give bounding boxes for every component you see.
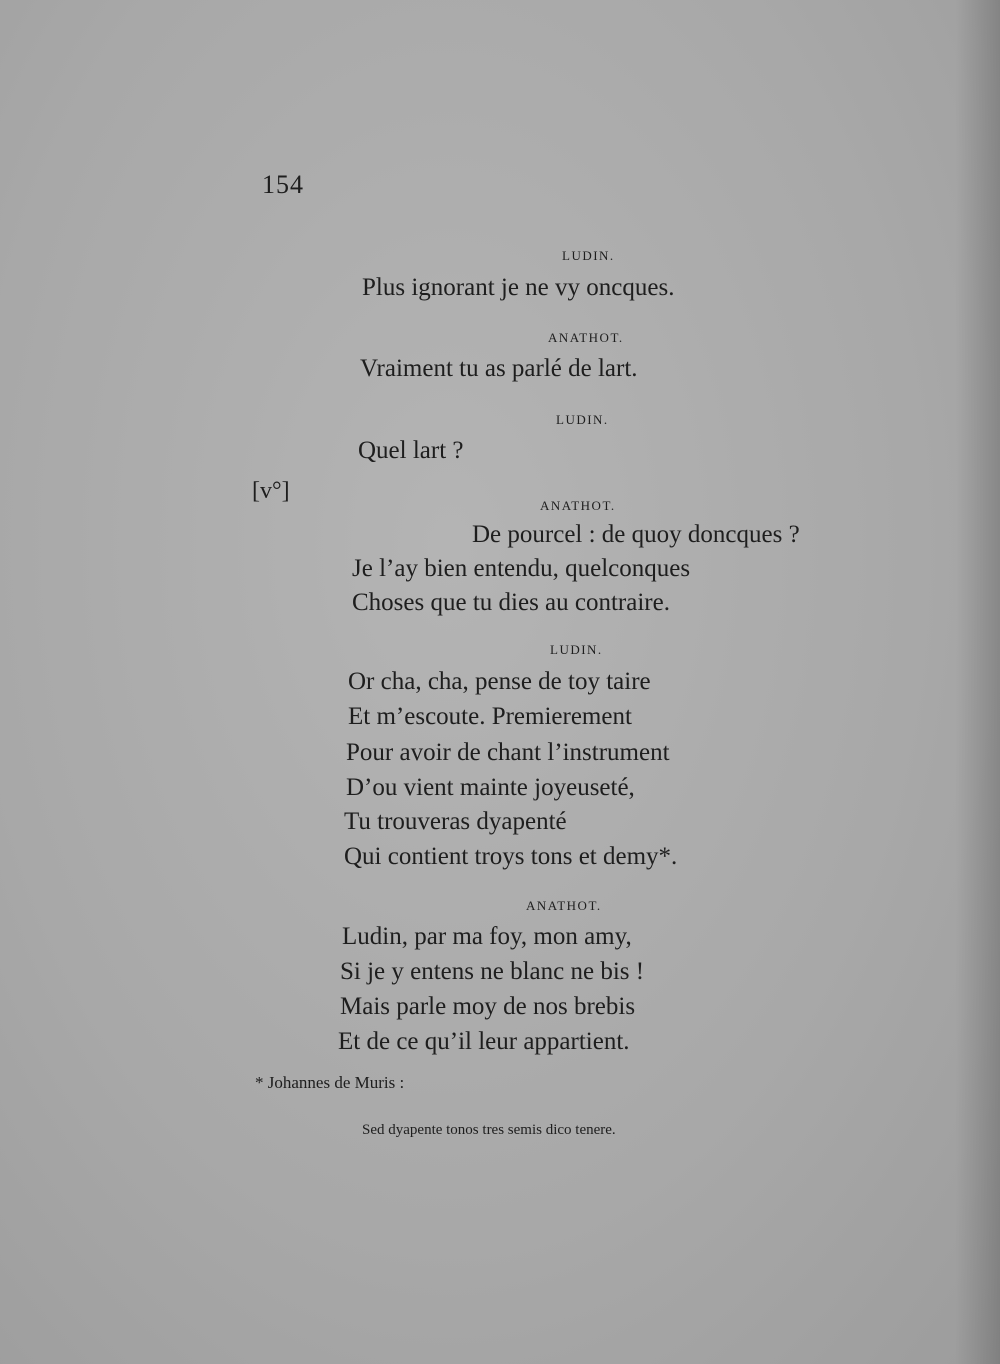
speaker-label: LUDIN. (550, 642, 603, 657)
verse-line: Plus ignorant je ne vy oncques. (362, 274, 675, 301)
speaker-label: LUDIN. (562, 248, 615, 263)
page-number: 154 (262, 170, 304, 199)
speaker-label: ANATHOT. (548, 330, 624, 345)
footnote-quote: Sed dyapente tonos tres semis dico tenere. (362, 1122, 616, 1138)
verse-line: Si je y entens ne blanc ne bis ! (340, 958, 645, 985)
verse-line: De pourcel : de quoy doncques ? (472, 521, 800, 548)
verse-line: Pour avoir de chant l’instrument (346, 739, 670, 766)
verse-line: Or cha, cha, pense de toy taire (348, 668, 651, 695)
verse-line: Choses que tu dies au contraire. (352, 589, 670, 616)
verse-line: Mais parle moy de nos brebis (340, 993, 636, 1020)
verse-line: Et m’escoute. Premierement (348, 703, 632, 730)
verse-line: D’ou vient mainte joyeuseté, (346, 774, 635, 801)
verse-line: Vraiment tu as parlé de lart. (360, 355, 638, 382)
verse-line: Ludin, par ma foy, mon amy, (342, 923, 632, 950)
verse-line: Je l’ay bien entendu, quelconques (352, 555, 691, 582)
verse-line: Quel lart ? (358, 437, 464, 464)
speaker-label: LUDIN. (556, 412, 609, 427)
speaker-label: ANATHOT. (540, 498, 616, 513)
margin-note-verso: [v°] (252, 478, 290, 504)
footnote-reference: * Johannes de Muris : (255, 1073, 405, 1092)
verse-line: Qui contient troys tons et demy*. (344, 843, 678, 870)
verse-line: Et de ce qu’il leur appartient. (338, 1028, 630, 1055)
speaker-label: ANATHOT. (526, 898, 602, 913)
verse-line: Tu trouveras dyapenté (344, 808, 567, 835)
